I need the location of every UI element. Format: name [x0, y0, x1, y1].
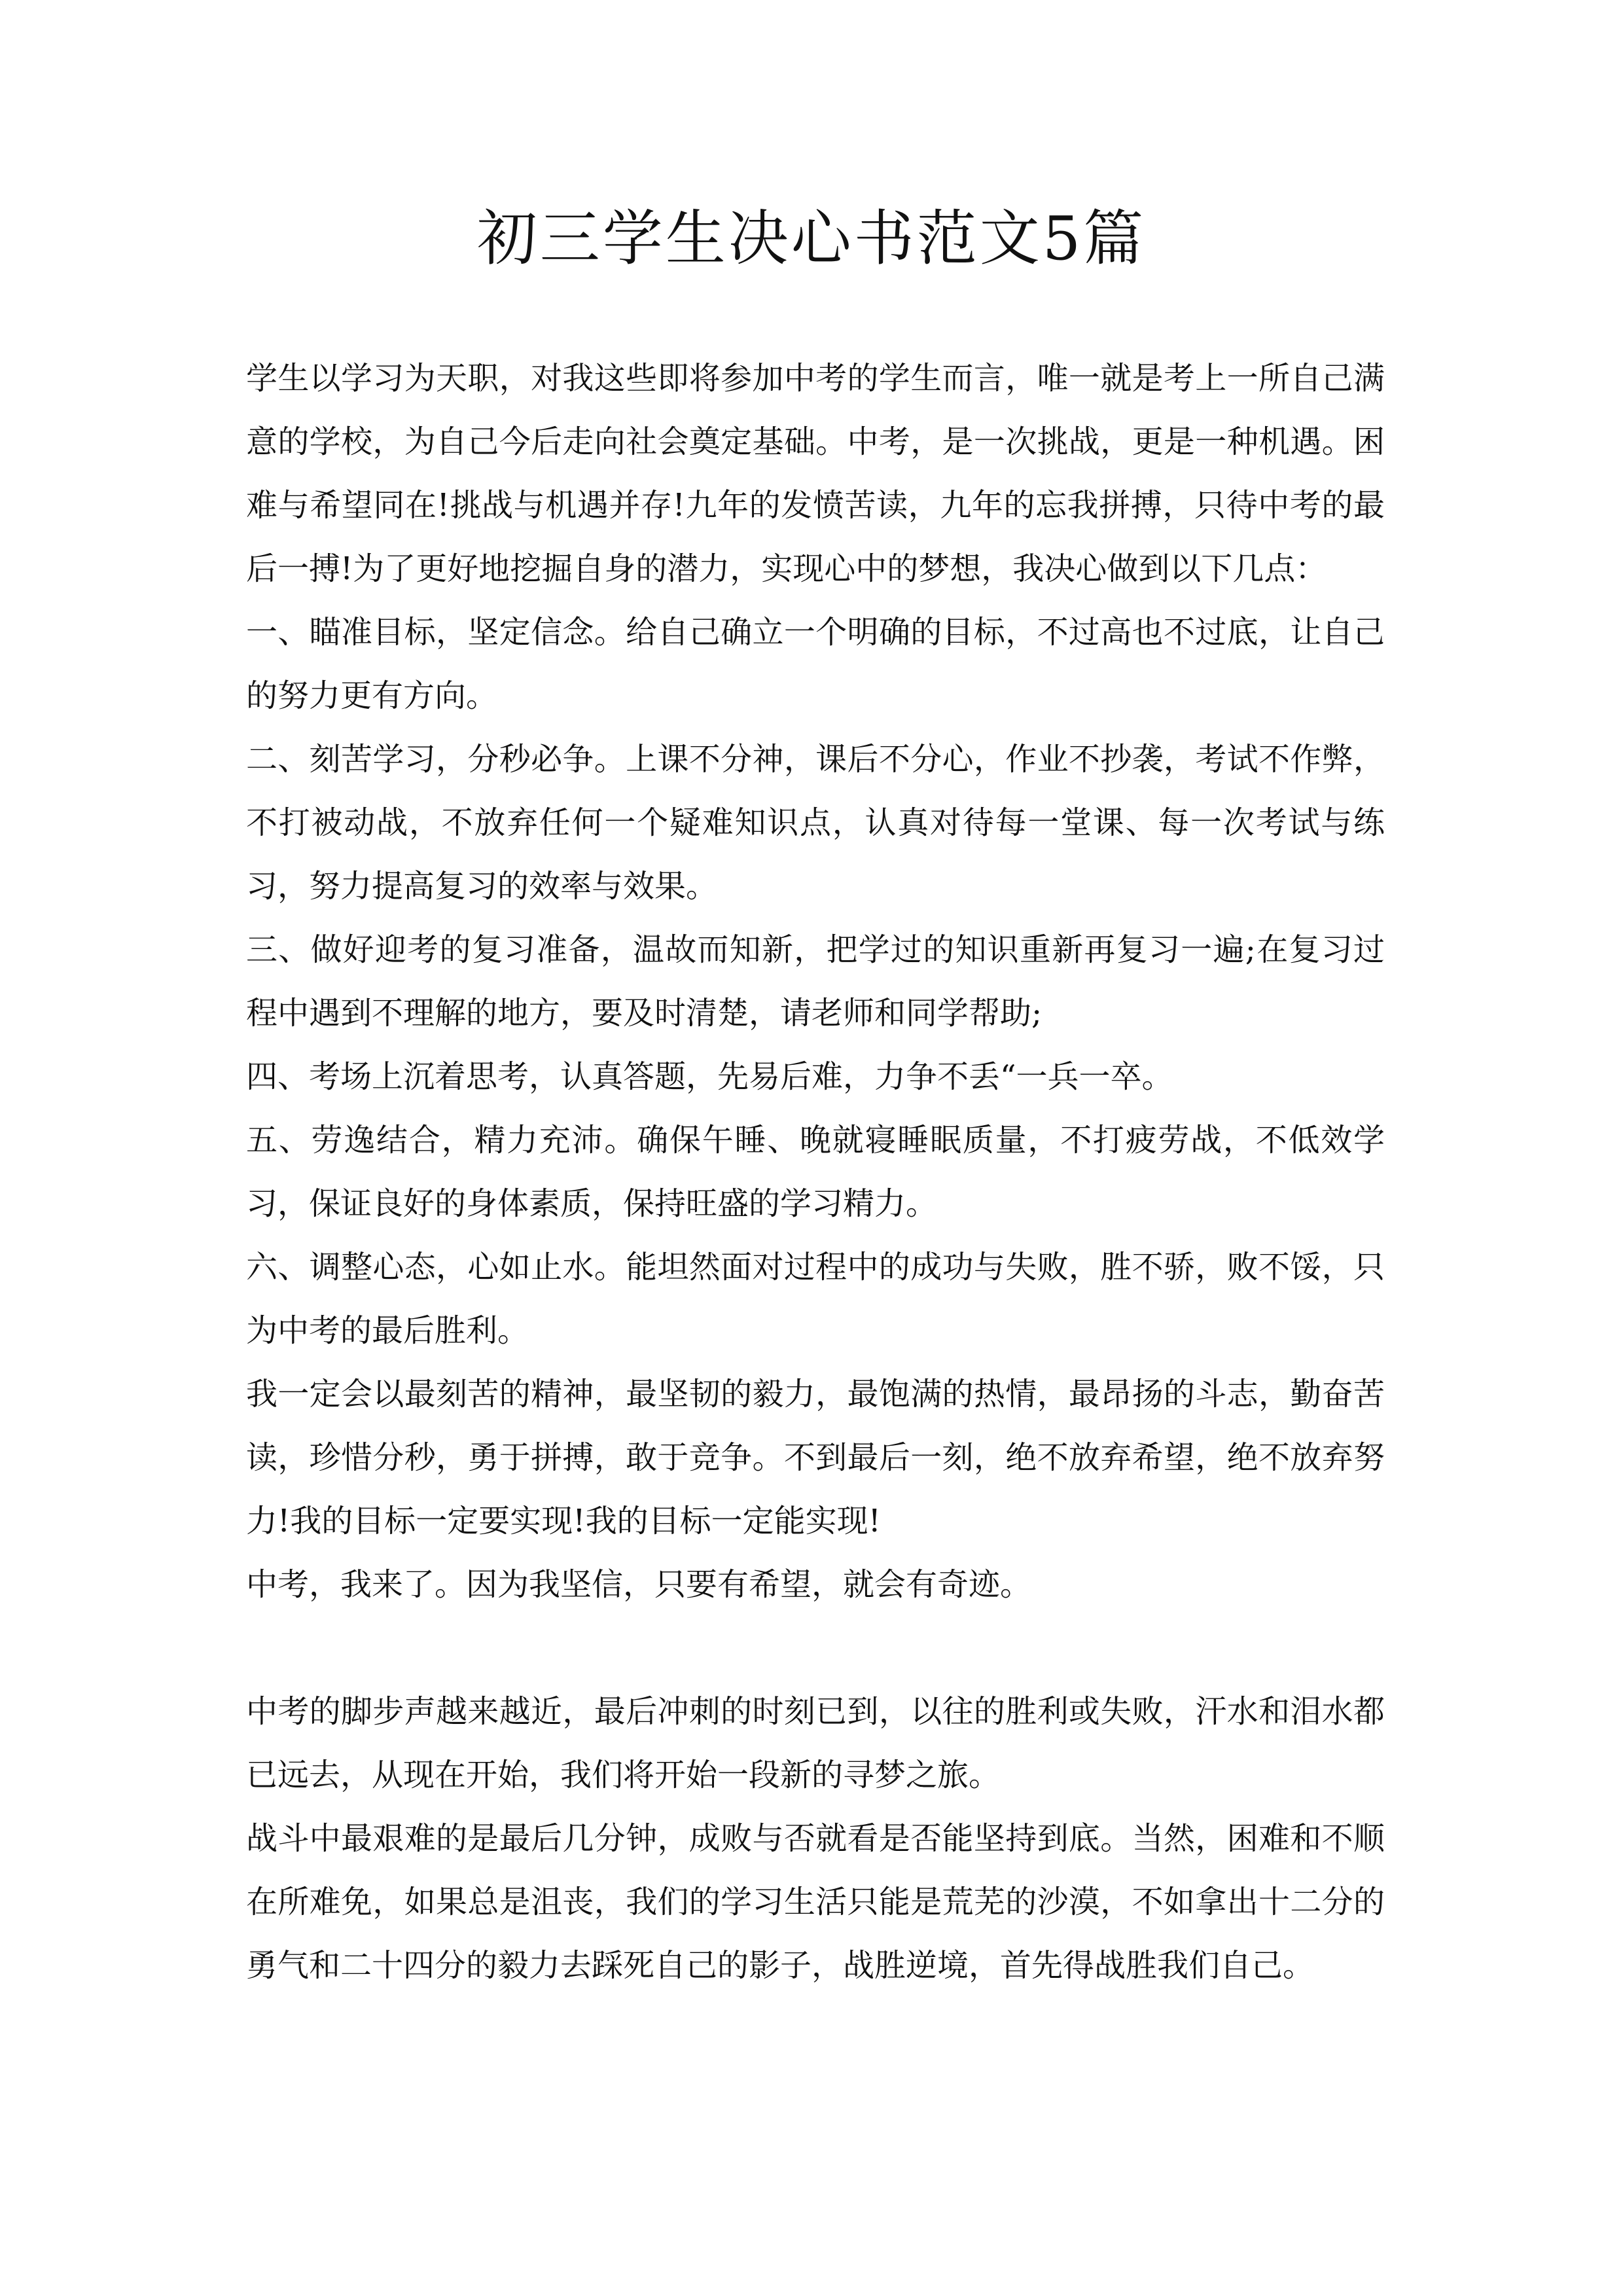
- paragraph-section2-intro: 中考的脚步声越来越近，最后冲刺的时刻已到，以往的胜利或失败，汗水和泪水都已远去，从现在开始，我们将开始一段新的寻梦之旅。: [246, 1693, 1385, 1793]
- paragraph-point-4: 四、考场上沉着思考，认真答题，先易后难，力争不丢“一兵一卒。: [246, 1058, 1173, 1095]
- page-title: 初三学生决心书范文5篇: [476, 204, 1147, 274]
- paragraph-point-5: 五、劳逸结合，精力充沛。确保午睡、晚就寝睡眠质量，不打疲劳战，不低效学习，保证良好的身体素质，保持旺盛的学习精力。: [246, 1122, 1385, 1222]
- paragraph-intro: 学生以学习为天职，对我这些即将参加中考的学生而言，唯一就是考上一所自己满意的学校，为自己今后走向社会奠定基础。中考，是一次挑战，更是一种机遇。困难与希望同在!挑战与机遇并存!九年的发愤苦读，九年的忘我拼搏，只待中考的最后一搏!为了更好地挖掘自身的潜力，实现心中的梦想，我决心做到以下几点：: [246, 360, 1385, 587]
- document-body: [246, 347, 1385, 1998]
- paragraph-point-3: 三、做好迎考的复习准备，温故而知新，把学过的知识重新再复习一遍;在复习过程中遇到不理解的地方，要及时清楚，请老师和同学帮助;: [246, 931, 1385, 1031]
- paragraph-point-2: 二、刻苦学习，分秒必争。上课不分神，课后不分心，作业不抄袭，考试不作弊，不打被动战，不放弃任何一个疑难知识点，认真对待每一堂课、每一次考试与练习，努力提高复习的效率与效果。: [246, 741, 1385, 905]
- paragraph-point-1: 一、瞄准目标，坚定信念。给自己确立一个明确的目标，不过高也不过底，让自己的努力更有方向。: [246, 614, 1385, 714]
- paragraph-point-6: 六、调整心态，心如止水。能坦然面对过程中的成功与失败，胜不骄，败不馁，只为中考的最后胜利。: [246, 1249, 1385, 1349]
- paragraph-resolve: 我一定会以最刻苦的精神，最坚韧的毅力，最饱满的热情，最昂扬的斗志，勤奋苦读，珍惜分秒，勇于拼搏，敢于竞争。不到最后一刻，绝不放弃希望，绝不放弃努力!我的目标一定要实现!我的目标一定能实现!: [246, 1376, 1385, 1539]
- section-spacer: [246, 1617, 1385, 1680]
- paragraph-closing: 中考，我来了。因为我坚信，只要有希望，就会有奇迹。: [246, 1566, 1032, 1603]
- paragraph-section2-body: 战斗中最艰难的是最后几分钟，成败与否就看是否能坚持到底。当然，困难和不顺在所难免，如果总是沮丧，我们的学习生活只能是荒芜的沙漠，不如拿出十二分的勇气和二十四分的毅力去踩死自己的影子，战胜逆境，首先得战胜我们自己。: [246, 1820, 1385, 1984]
